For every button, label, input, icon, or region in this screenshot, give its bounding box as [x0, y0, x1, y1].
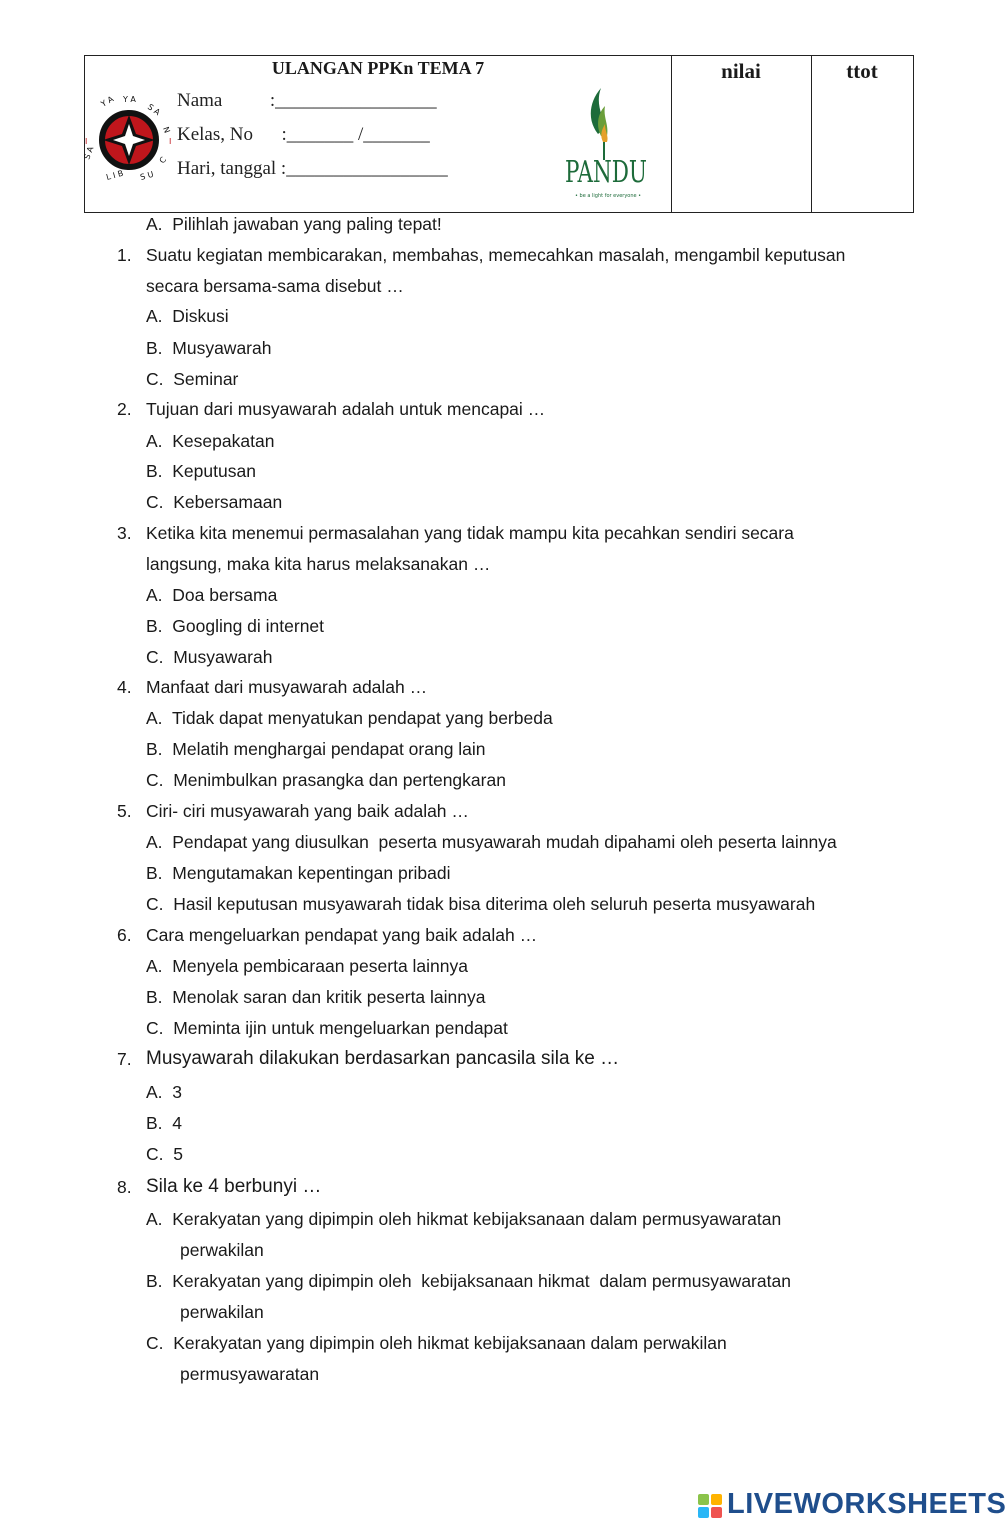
question-text: Cara mengeluarkan pendapat yang baik adalah …: [146, 925, 538, 945]
answer-option[interactable]: B. Melatih menghargai pendapat orang lain: [146, 739, 486, 759]
section-instruction: A. Pilihlah jawaban yang paling tepat!: [146, 214, 442, 234]
nilai-label: nilai: [721, 59, 761, 83]
svg-text:PANDU: PANDU: [565, 155, 647, 190]
answer-option[interactable]: B. Menolak saran dan kritik peserta lainnya: [146, 987, 486, 1007]
svg-text:S U: S U: [139, 169, 155, 182]
question-number: 5.: [117, 801, 132, 821]
school-seal-icon: [83, 94, 175, 186]
answer-option[interactable]: B. 4: [146, 1113, 182, 1133]
answer-option[interactable]: A. 3: [146, 1082, 182, 1102]
answer-option[interactable]: C. Hasil keputusan musyawarah tidak bisa diterima oleh seluruh peserta musyawarah: [146, 894, 816, 914]
hari-tanggal-field[interactable]: Hari, tanggal :_________________: [177, 158, 448, 179]
answer-option[interactable]: A. Tidak dapat menyatukan pendapat yang berbeda: [146, 708, 553, 728]
answer-option[interactable]: A. Pendapat yang diusulkan peserta musyawarah mudah dipahami oleh peserta lainnya: [146, 832, 837, 852]
question-number: 6.: [117, 925, 132, 945]
svg-text:C: C: [157, 155, 169, 166]
question-text: Sila ke 4 berbunyi …: [146, 1176, 322, 1197]
answer-option[interactable]: C. 5: [146, 1144, 183, 1164]
svg-text:L I B: L I B: [105, 168, 125, 182]
question-number: 2.: [117, 399, 132, 419]
ttot-cell: [811, 56, 913, 212]
answer-option[interactable]: A. Kesepakatan: [146, 431, 275, 451]
svg-text:• be a light for everyone •: • be a light for everyone •: [575, 193, 642, 199]
answer-option[interactable]: B. Keputusan: [146, 461, 256, 481]
svg-text:I: I: [85, 137, 88, 146]
header-table: [84, 55, 914, 213]
question-text: secara bersama-sama disebut …: [146, 276, 404, 296]
answer-option[interactable]: C. Musyawarah: [146, 647, 273, 667]
answer-option[interactable]: A. Diskusi: [146, 306, 229, 326]
question-number: 3.: [117, 523, 132, 543]
svg-text:N: N: [161, 125, 172, 135]
question-number: 8.: [117, 1177, 132, 1197]
liveworksheets-logo-icon: [697, 1490, 725, 1522]
question-text: Ketika kita menemui permasalahan yang tidak mampu kita pecahkan sendiri secara: [146, 523, 794, 543]
question-text: langsung, maka kita harus melaksanakan …: [146, 554, 491, 574]
svg-text:Y A: Y A: [123, 95, 136, 104]
svg-text:Y A: Y A: [99, 94, 116, 109]
answer-option[interactable]: C. Kebersamaan: [146, 492, 283, 512]
question-text: Ciri- ciri musyawarah yang baik adalah …: [146, 801, 469, 821]
answer-option[interactable]: C. Kerakyatan yang dipimpin oleh hikmat kebijaksanaan dalam perwakilan: [146, 1333, 727, 1353]
question-number: 4.: [117, 677, 132, 697]
answer-option[interactable]: A. Menyela pembicaraan peserta lainnya: [146, 956, 468, 976]
svg-text:I: I: [169, 137, 172, 146]
pandu-logo-icon: [565, 84, 665, 209]
svg-text:S A: S A: [145, 102, 162, 118]
question-text: Tujuan dari musyawarah adalah untuk mencapai …: [146, 399, 546, 419]
answer-option[interactable]: C. Seminar: [146, 369, 239, 389]
exam-title: ULANGAN PPKn TEMA 7: [271, 58, 485, 78]
answer-option-continued[interactable]: permusyawaratan: [146, 1364, 320, 1384]
kelas-no-field[interactable]: Kelas, No :_______ /_______: [177, 124, 430, 145]
answer-option[interactable]: A. Doa bersama: [146, 585, 278, 605]
liveworksheets-brand[interactable]: LIVEWORKSHEETS: [727, 1488, 1006, 1520]
answer-option-continued[interactable]: perwakilan: [146, 1302, 264, 1322]
question-text: Musyawarah dilakukan berdasarkan pancasila sila ke …: [146, 1048, 620, 1069]
svg-text:S A: S A: [82, 145, 96, 161]
answer-option-continued[interactable]: perwakilan: [146, 1240, 264, 1260]
header-info-cell: [82, 56, 672, 212]
answer-option[interactable]: C. Meminta ijin untuk mengeluarkan pendapat: [146, 1018, 508, 1038]
answer-option[interactable]: B. Mengutamakan kepentingan pribadi: [146, 863, 451, 883]
answer-option[interactable]: A. Kerakyatan yang dipimpin oleh hikmat kebijaksanaan dalam permusyawaratan: [146, 1209, 782, 1229]
answer-option[interactable]: C. Menimbulkan prasangka dan pertengkaran: [146, 770, 506, 790]
nama-field[interactable]: Nama :_________________: [177, 90, 437, 111]
answer-option[interactable]: B. Musyawarah: [146, 338, 272, 358]
nilai-cell: [671, 56, 812, 212]
question-number: 7.: [117, 1049, 132, 1069]
question-text: Suatu kegiatan membicarakan, membahas, memecahkan masalah, mengambil keputusan: [146, 245, 846, 265]
ttot-label: ttot: [846, 59, 878, 83]
answer-option[interactable]: B. Googling di internet: [146, 616, 325, 636]
answer-option[interactable]: B. Kerakyatan yang dipimpin oleh kebijaksanaan hikmat dalam permusyawaratan: [146, 1271, 791, 1291]
question-text: Manfaat dari musyawarah adalah …: [146, 677, 428, 697]
question-number: 1.: [117, 245, 132, 265]
